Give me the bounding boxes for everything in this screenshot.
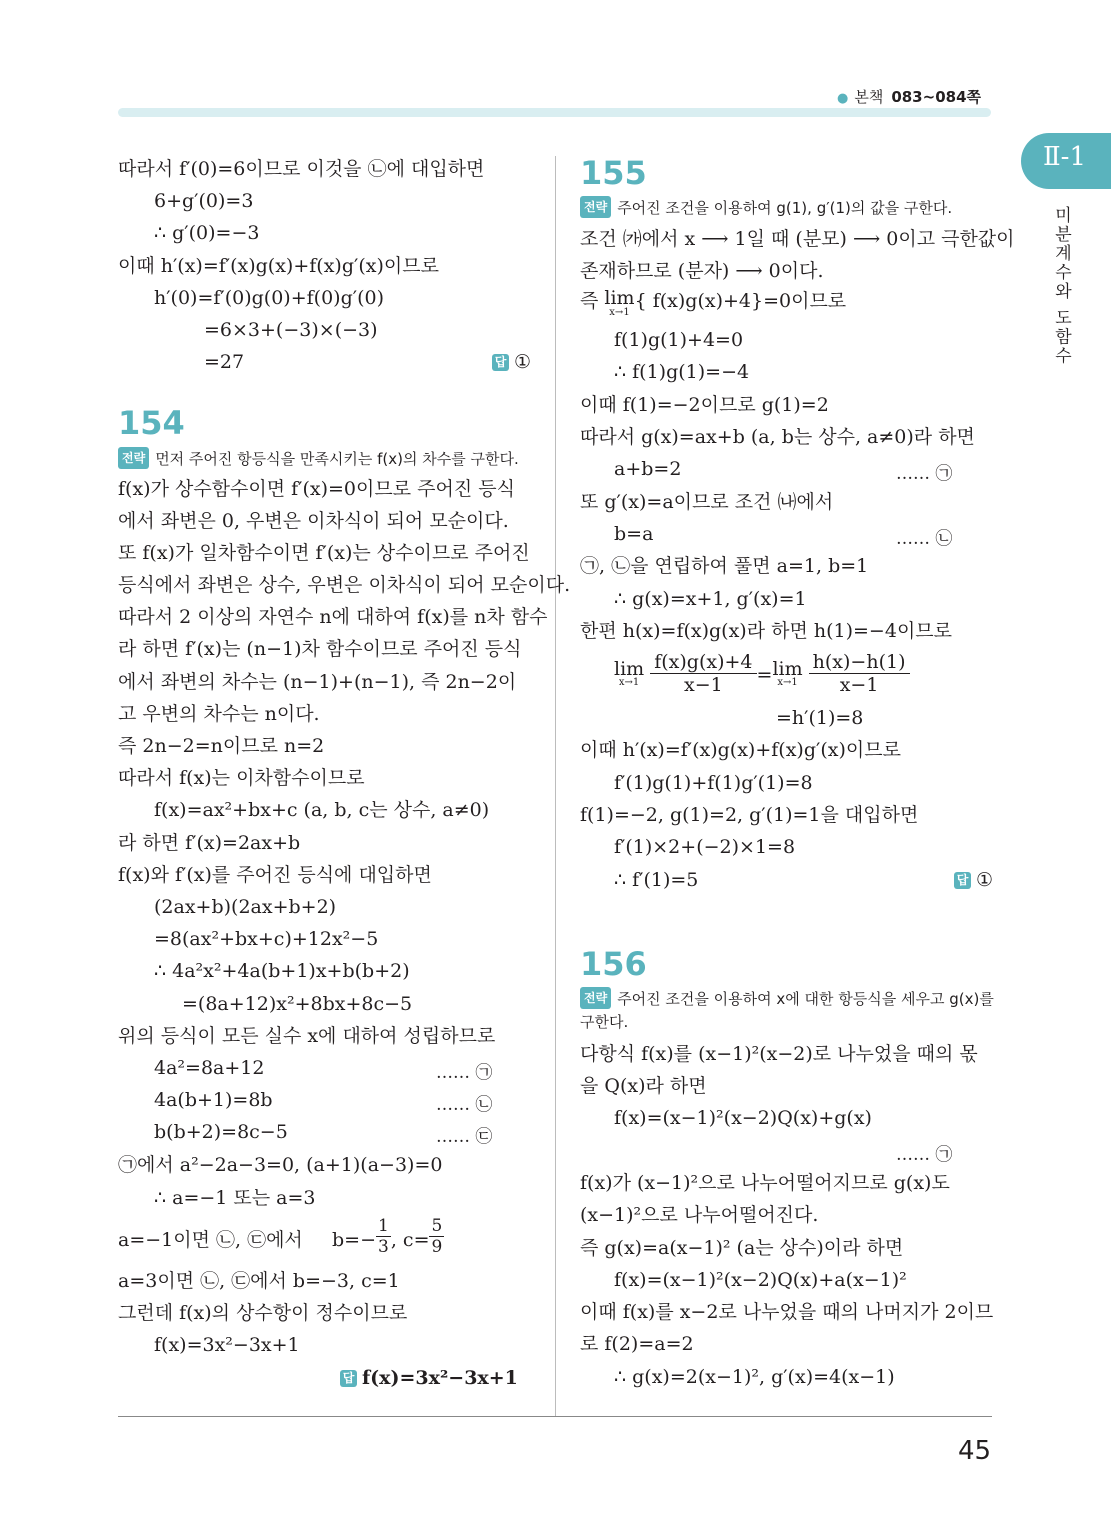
text-line: 즉 g(x)=a(x−1)² (a는 상수)이라 하면	[580, 1237, 904, 1259]
text-line: f(x)가 (x−1)²으로 나누어떨어지므로 g(x)도	[580, 1172, 950, 1194]
text-line: f(x)=(x−1)²(x−2)Q(x)+g(x)	[614, 1107, 872, 1129]
text-line: =(8a+12)x²+8bx+8c−5	[182, 993, 413, 1015]
lim-text: lim	[614, 658, 645, 680]
equation-mark: …… ㉠	[896, 1145, 953, 1165]
answer-box	[340, 1366, 518, 1390]
footer-rule	[118, 1416, 992, 1417]
header-pages: 083~084쪽	[891, 88, 981, 106]
text-line: 이때 f(1)=−2이므로 g(1)=2	[580, 394, 829, 416]
text-line: f(x)와 f′(x)를 주어진 등식에 대입하면	[118, 864, 432, 886]
text-line: 따라서 f′(0)=6이므로 이것을 ㉡에 대입하면	[118, 158, 485, 180]
text-line: a+b=2	[614, 458, 682, 480]
text-line: f(x)=(x−1)²(x−2)Q(x)+a(x−1)²	[614, 1269, 907, 1291]
strategy-line	[580, 987, 994, 1009]
limit-operator	[614, 658, 645, 689]
limit-fraction-line	[614, 651, 910, 696]
text-line: f′(1)×2+(−2)×1=8	[614, 836, 796, 858]
equation-mark: …… ㉡	[896, 529, 953, 549]
text-line: f(x)가 상수함수이면 f′(x)=0이므로 주어진 등식	[118, 478, 515, 500]
denominator: x−1	[684, 674, 723, 696]
text-line: 4a²=8a+12	[154, 1057, 265, 1079]
lim-subscript: x→1	[609, 307, 630, 318]
bullet-icon: ●	[836, 91, 849, 106]
text-line: 따라서 f(x)는 이차함수이므로	[118, 767, 365, 789]
answer-label: 답	[954, 872, 971, 889]
equation-mark: …… ㉠	[436, 1063, 493, 1083]
answer-value: f(x)=3x²−3x+1	[362, 1367, 518, 1389]
fraction	[376, 1216, 391, 1257]
text-line: =h′(1)=8	[776, 707, 864, 729]
text-line: 그런데 f(x)의 상수항이 정수이므로	[118, 1302, 408, 1324]
text-line: f(1)g(1)+4=0	[614, 329, 744, 351]
strategy-label: 전략	[118, 447, 149, 469]
text-line: 따라서 2 이상의 자연수 n에 대하여 f(x)를 n차 함수	[118, 606, 548, 628]
text-line: 에서 좌변의 차수는 (n−1)+(n−1), 즉 2n−2이	[118, 671, 517, 693]
chapter-title: 미분계수와 도함수	[1051, 206, 1071, 366]
text-line: =27	[204, 351, 245, 373]
strategy-label: 전략	[580, 196, 611, 218]
fraction	[809, 651, 910, 696]
text-line: ∴ a=−1 또는 a=3	[154, 1187, 316, 1209]
fraction-mid: , c=	[390, 1229, 430, 1251]
text-line: h′(0)=f′(0)g(0)+f(0)g′(0)	[154, 287, 384, 309]
text-line: ∴ 4a²x²+4a(b+1)x+b(b+2)	[154, 960, 410, 982]
lim-subscript: x→1	[777, 677, 798, 688]
text-line: ㉠에서 a²−2a−3=0, (a+1)(a−3)=0	[118, 1154, 443, 1176]
answer-label: 답	[492, 354, 509, 371]
text-line: ∴ f(1)g(1)=−4	[614, 361, 750, 383]
strategy-line	[580, 196, 952, 218]
equals-sign: =	[756, 664, 773, 686]
answer-value: ①	[976, 869, 994, 891]
strategy-line	[118, 447, 519, 469]
text-line: f(x)=3x²−3x+1	[154, 1334, 300, 1356]
problem-number: 155	[580, 154, 647, 192]
header-bar	[118, 108, 991, 117]
text-line: b=a	[614, 523, 654, 545]
text-line: a=−1이면 ㉡, ㉢에서	[118, 1229, 303, 1251]
fraction	[429, 1216, 444, 1257]
limit-pre: 즉	[580, 290, 599, 312]
text-line: 이때 h′(x)=f′(x)g(x)+f(x)g′(x)이므로	[580, 739, 901, 761]
text-line: ㉠, ㉡을 연립하여 풀면 a=1, b=1	[580, 555, 869, 577]
fraction-expression	[332, 1216, 444, 1257]
text-line: 한편 h(x)=f(x)g(x)라 하면 h(1)=−4이므로	[580, 620, 953, 642]
column-divider	[555, 156, 556, 1416]
limit-operator	[604, 289, 634, 319]
equation-mark: …… ㉠	[896, 464, 953, 484]
numerator: f(x)g(x)+4	[650, 651, 756, 674]
denominator: x−1	[839, 674, 879, 696]
text-line: 이때 h′(x)=f′(x)g(x)+f(x)g′(x)이므로	[118, 255, 439, 277]
answer-label: 답	[340, 1370, 357, 1387]
text-line: 조건 ㈎에서 x ⟶ 1일 때 (분모) ⟶ 0이고 극한값이	[580, 228, 1015, 250]
denominator: 3	[378, 1237, 389, 1257]
strategy-text: 주어진 조건을 이용하여 x에 대한 항등식을 세우고 g(x)를	[617, 990, 994, 1008]
text-line: 존재하므로 (분자) ⟶ 0이다.	[580, 260, 824, 282]
text-line: b(b+2)=8c−5	[154, 1121, 288, 1143]
text-line: f(x)=ax²+bx+c (a, b, c는 상수, a≠0)	[154, 799, 490, 821]
text-line: 라 하면 f′(x)는 (n−1)차 함수이므로 주어진 등식	[118, 638, 522, 660]
page-number: 45	[958, 1436, 992, 1466]
equation-mark: …… ㉡	[436, 1095, 493, 1115]
text-line: 따라서 g(x)=ax+b (a, b는 상수, a≠0)라 하면	[580, 426, 975, 448]
numerator: 1	[378, 1216, 389, 1236]
text-line: f′(1)g(1)+f(1)g′(1)=8	[614, 772, 813, 794]
text-line: 등식에서 좌변은 상수, 우변은 이차식이 되어 모순이다.	[118, 574, 571, 596]
lim-text: lim	[604, 287, 635, 309]
text-line: =6×3+(−3)×(−3)	[204, 319, 378, 341]
text-line: 또 f(x)가 일차함수이면 f′(x)는 상수이므로 주어진	[118, 542, 530, 564]
text-line: ∴ g′(0)=−3	[154, 222, 260, 244]
chapter-tab	[1021, 133, 1111, 189]
text-line: 을 Q(x)라 하면	[580, 1075, 707, 1097]
problem-number: 154	[118, 404, 185, 442]
text-line: 위의 등식이 모든 실수 x에 대하여 성립하므로	[118, 1025, 496, 1047]
text-line: f(1)=−2, g(1)=2, g′(1)=1을 대입하면	[580, 804, 919, 826]
fraction	[650, 651, 756, 696]
text-line: 고 우변의 차수는 n이다.	[118, 703, 320, 725]
answer-box	[954, 868, 993, 892]
text-line: 다항식 f(x)를 (x−1)²(x−2)로 나누었을 때의 몫	[580, 1043, 978, 1065]
text-line: a=3이면 ㉡, ㉢에서 b=−3, c=1	[118, 1270, 400, 1292]
fraction-prefix: b=−	[332, 1229, 377, 1251]
text-line: 이때 f(x)를 x−2로 나누었을 때의 나머지가 2이므	[580, 1301, 994, 1323]
strategy-label: 전략	[580, 987, 611, 1009]
text-line: 6+g′(0)=3	[154, 190, 254, 212]
page-header	[837, 86, 981, 107]
lim-text: lim	[772, 658, 803, 680]
limit-operator	[772, 658, 803, 689]
text-line: ∴ g(x)=2(x−1)², g′(x)=4(x−1)	[614, 1366, 895, 1388]
header-book: 본책	[854, 88, 884, 106]
text-line: =8(ax²+bx+c)+12x²−5	[154, 928, 379, 950]
numerator: h(x)−h(1)	[809, 651, 910, 674]
text-line: (2ax+b)(2ax+b+2)	[154, 896, 337, 918]
text-line: ∴ f′(1)=5	[614, 869, 699, 891]
text-line: 즉 2n−2=n이므로 n=2	[118, 735, 325, 757]
equation-mark: …… ㉢	[436, 1127, 493, 1147]
answer-box	[492, 350, 531, 374]
numerator: 5	[431, 1216, 443, 1236]
strategy-text: 주어진 조건을 이용하여 g(1), g′(1)의 값을 구한다.	[617, 199, 953, 217]
text-line: 또 g′(x)=a이므로 조건 ㈏에서	[580, 491, 834, 513]
text-line: 4a(b+1)=8b	[154, 1089, 273, 1111]
text-line: 로 f(2)=a=2	[580, 1333, 694, 1355]
text-line: 라 하면 f′(x)=2ax+b	[118, 832, 301, 854]
denominator: 9	[431, 1237, 443, 1257]
strategy-text: 먼저 주어진 항등식을 만족시키는 f(x)의 차수를 구한다.	[155, 450, 519, 468]
strategy-line: 구한다.	[580, 1013, 629, 1031]
lim-subscript: x→1	[618, 677, 640, 688]
problem-number: 156	[580, 945, 647, 983]
text-line: 에서 좌변은 0, 우변은 이차식이 되어 모순이다.	[118, 510, 509, 532]
limit-post: { f(x)g(x)+4}=0이므로	[634, 290, 847, 312]
text-line: ∴ g(x)=x+1, g′(x)=1	[614, 588, 807, 610]
limit-line	[580, 289, 846, 319]
text-line: (x−1)²으로 나누어떨어진다.	[580, 1204, 819, 1226]
answer-value: ①	[514, 351, 532, 373]
chapter-label: Ⅱ-1	[1043, 142, 1086, 172]
